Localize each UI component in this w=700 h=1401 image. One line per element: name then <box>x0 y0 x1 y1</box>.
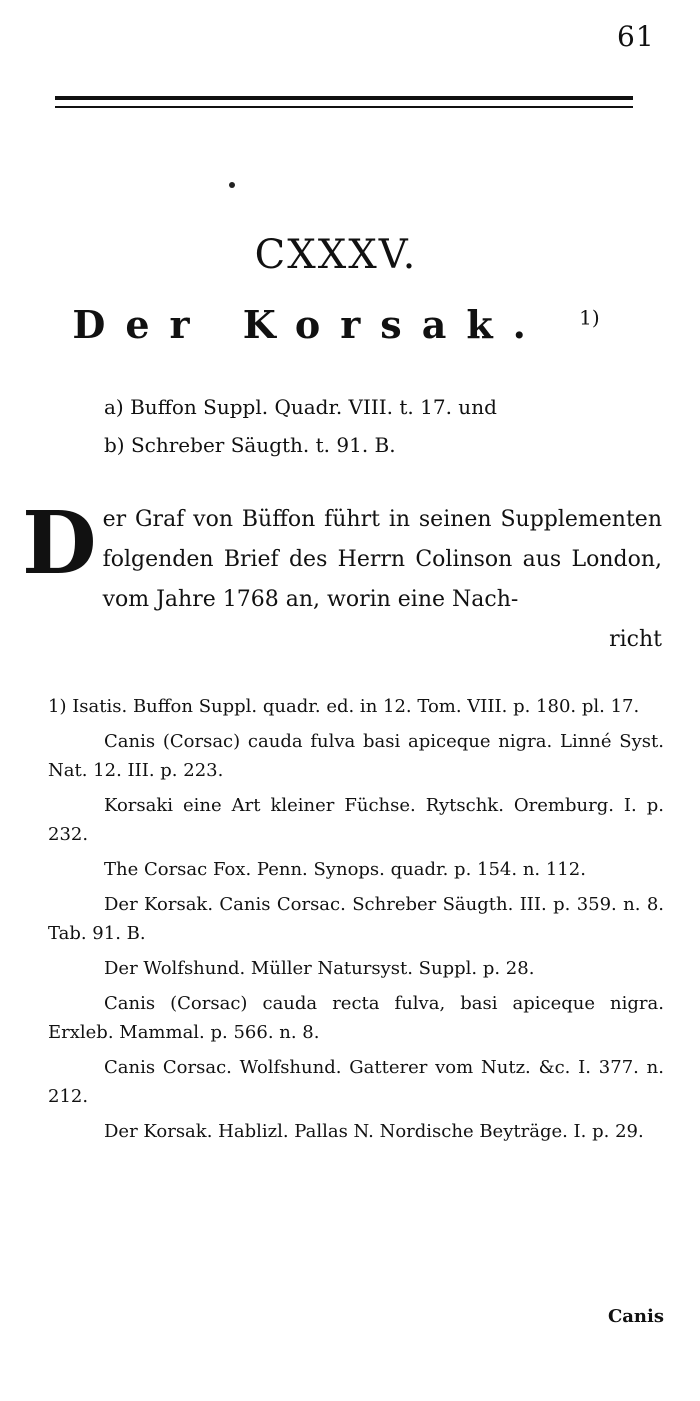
footnote-entry: Der Korsak. Canis Corsac. Schreber Säugth. III. p. 359. n. 8. Tab. 91. B. <box>48 894 664 944</box>
footnote-entry: Canis (Corsac) cauda fulva basi apiceque nigra. Linné Syst. Nat. 12. III. p. 223. <box>48 731 664 781</box>
catchword: Canis <box>607 1306 664 1327</box>
reference-line: b) Schreber Säugth. t. 91. B. <box>104 433 396 457</box>
footnote-entry: Korsaki eine Art kleiner Füchse. Rytschk. Oremburg. I. p. 232. <box>48 795 664 845</box>
intro-paragraph <box>22 493 662 660</box>
footnotes <box>48 692 664 1152</box>
footnote-entry: Der Korsak. Hablizl. Pallas N. Nordische Beyträge. I. p. 29. <box>104 1121 644 1142</box>
header-rule-thin <box>55 106 633 108</box>
chapter-number: CXXXV. <box>254 232 418 278</box>
footnote-entry: Canis (Corsac) cauda recta fulva, basi apiceque nigra. Erxleb. Mammal. p. 566. n. 8. <box>48 993 664 1043</box>
reference-line: a) Buffon Suppl. Quadr. VIII. t. 17. und <box>104 395 497 419</box>
footnote-entry: 1) Isatis. Buffon Suppl. quadr. ed. in 12. Tom. VIII. p. 180. pl. 17. <box>48 696 640 717</box>
ink-speck <box>229 182 235 188</box>
drop-cap: D <box>22 493 97 594</box>
footnote-entry: Canis Corsac. Wolfshund. Gatterer vom Nutz. &c. I. 377. n. 212. <box>48 1057 664 1107</box>
intro-last-line: richt <box>609 627 662 652</box>
intro-text: er Graf von Büffon führt in seinen Supplementen folgenden Brief des Herrn Colinson aus London, vom Jahre 1768 an, worin eine Nach- <box>102 507 662 612</box>
intro-text-block <box>22 493 662 660</box>
footnote-entry: Der Wolfshund. Müller Natursyst. Suppl. p. 28. <box>104 958 535 979</box>
chapter-title: Der Korsak. <box>72 302 546 347</box>
chapter-title-line <box>0 302 672 347</box>
plate-references <box>104 388 624 464</box>
footnote-marker: 1) <box>579 305 600 330</box>
footnote-entry: The Corsac Fox. Penn. Synops. quadr. p. 154. n. 112. <box>104 859 586 880</box>
header-rule-thick <box>55 96 633 100</box>
page-number: 61 <box>617 20 655 53</box>
